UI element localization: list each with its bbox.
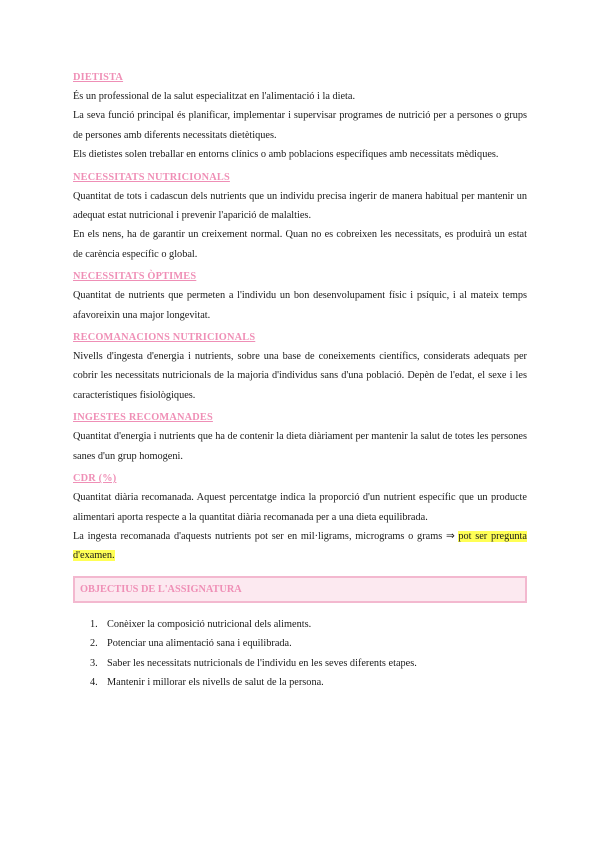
- paragraph: Quantitat de tots i cadascun dels nutrients que un individu precisa ingerir de manera habitual per mantenir un adequat estat nutricional i prevenir l'aparició de malalties.: [73, 190, 527, 222]
- section-title: CDR (%): [73, 473, 117, 485]
- section-necessitats-optimes: [73, 267, 527, 325]
- paragraph: La seva funció principal és planificar, implementar i supervisar programes de nutrició per a persones o grups de persones amb diferents necessitats dietètiques.: [73, 110, 527, 141]
- paragraph: Nivells d'ingesta d'energia i nutrients, sobre una base de coneixements científics, considerats adequats per cobrir les necessitats nutricionals de la majoria d'individus sans d'una població. Depèn de l'edat, el sexe i les característiques fisiològiques.: [73, 351, 527, 401]
- document-page: [73, 68, 527, 692]
- section-necessitats-nutricionals: [73, 168, 527, 265]
- section-title: INGESTES RECOMANADES: [73, 412, 213, 424]
- list-text: Potenciar una alimentació sana i equilibrada.: [107, 638, 292, 650]
- objectives-list: [73, 615, 527, 693]
- section-title: DIETISTA: [73, 72, 124, 83]
- section-title: NECESSITATS ÒPTIMES: [73, 271, 197, 283]
- list-item: [73, 634, 527, 653]
- list-item: [73, 654, 527, 673]
- list-text: Conèixer la composició nutricional dels aliments.: [107, 618, 312, 630]
- objectives-header-box: [73, 576, 527, 603]
- section-ingestes-recomanades: [73, 408, 527, 466]
- paragraph: Els dietistes solen treballar en entorns clínics o amb poblacions específiques amb necessitats mèdiques.: [73, 149, 499, 161]
- list-number: 4.: [90, 676, 98, 688]
- paragraph: És un professional de la salut especialitzat en l'alimentació i la dieta.: [73, 91, 356, 102]
- paragraph: Quantitat diària recomanada. Aquest percentatge indica la proporció d'un nutrient específic que un producte alimentari aporta respecte a la quantitat diària recomanada per a una dieta equilibrada.: [73, 492, 527, 523]
- list-number: 2.: [90, 638, 98, 650]
- paragraph-text: La ingesta recomanada d'aquests nutrients pot ser en mil·ligrams, micrograms o grams ⇒: [73, 530, 459, 542]
- list-text: Saber les necessitats nutricionals de l'individu en les seves diferents etapes.: [107, 657, 417, 669]
- list-item: [73, 615, 527, 634]
- highlighted-note: pot ser pregunta d'examen.: [73, 530, 527, 562]
- section-cdr: [73, 469, 527, 566]
- section-recomanacions-nutricionals: [73, 328, 527, 405]
- section-dietista: [73, 68, 527, 165]
- paragraph: Quantitat de nutrients que permeten a l'individu un bon desenvolupament físic i psíquic, i al mateix temps afavoreixin una major longevitat.: [73, 290, 527, 321]
- objectives-title: OBJECTIUS DE L'ASSIGNATURA: [80, 583, 242, 595]
- section-title: RECOMANACIONS NUTRICIONALS: [73, 332, 256, 344]
- section-title: NECESSITATS NUTRICIONALS: [73, 171, 230, 183]
- list-number: 1.: [90, 618, 98, 630]
- paragraph-with-highlight: [73, 527, 527, 566]
- list-text: Mantenir i millorar els nivells de salut de la persona.: [107, 676, 324, 688]
- paragraph: Quantitat d'energia i nutrients que ha de contenir la dieta diàriament per mantenir la salut de totes les persones sanes d'un grup homogeni.: [73, 431, 527, 462]
- paragraph: En els nens, ha de garantir un creixement normal. Quan no es cobreixen les necessitats, es produirà un estat de carència específic o global.: [73, 229, 527, 260]
- list-number: 3.: [90, 657, 98, 669]
- list-item: [73, 673, 527, 692]
